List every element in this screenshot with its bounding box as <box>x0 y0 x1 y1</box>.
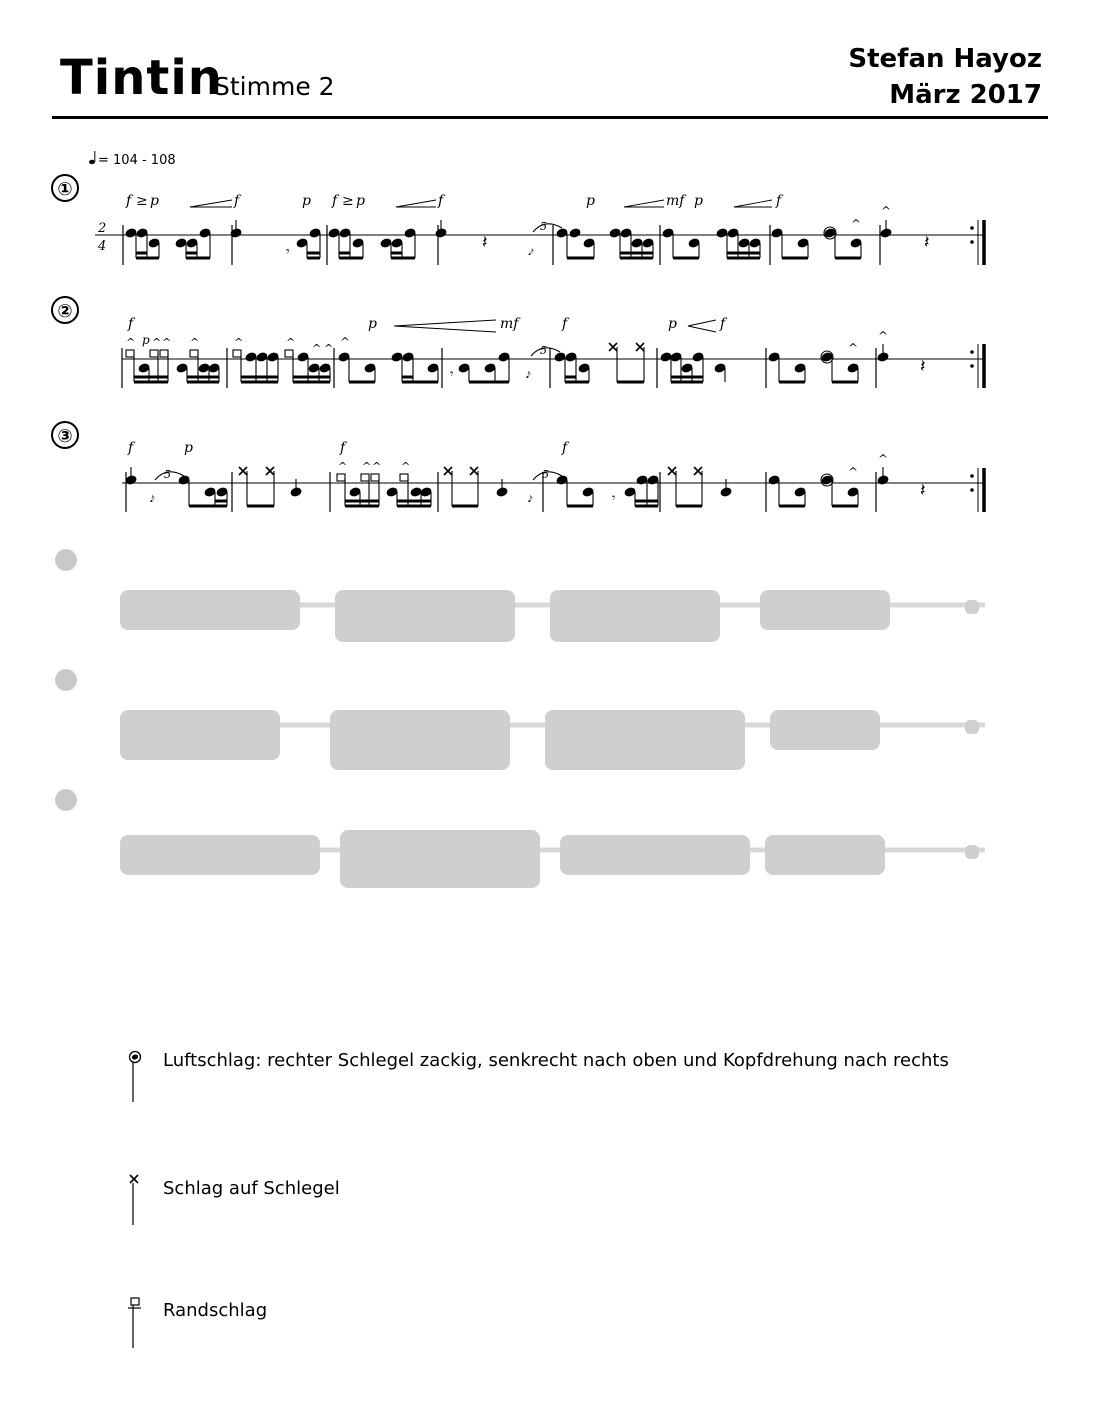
svg-text:≥: ≥ <box>342 193 354 209</box>
svg-text:𝆔: 𝆔 <box>150 490 155 506</box>
svg-text:𝄾: 𝄾 <box>450 367 454 382</box>
legend-text-rim-notehead: Randschlag <box>163 1300 268 1321</box>
svg-text:𝄾: 𝄾 <box>612 491 616 506</box>
system-number-2: ② <box>57 301 73 322</box>
time-sig-top: 2 <box>98 221 107 236</box>
dyn: f <box>720 316 726 332</box>
svg-text:^: ^ <box>851 217 862 231</box>
dyn: p <box>586 193 595 209</box>
svg-text:^: ^ <box>848 465 859 479</box>
svg-text:𝄽: 𝄽 <box>482 232 488 253</box>
svg-text:^: ^ <box>162 336 172 349</box>
svg-text:𝆔: 𝆔 <box>528 243 533 259</box>
dyn: f <box>128 316 134 332</box>
dyn: p <box>356 193 365 209</box>
composition-date: März 2017 <box>889 80 1042 110</box>
dyn: mf <box>500 316 519 332</box>
svg-text:^: ^ <box>340 335 351 349</box>
svg-text:𝄽: 𝄽 <box>920 356 926 377</box>
svg-text:^: ^ <box>878 329 889 343</box>
svg-text:^: ^ <box>190 336 200 349</box>
dyn: p <box>184 440 193 456</box>
dyn: p <box>142 333 150 347</box>
dyn: f <box>562 316 568 332</box>
dyn: f <box>234 193 240 209</box>
system-3 <box>52 422 985 512</box>
composer-name: Stefan Hayoz <box>848 44 1042 74</box>
svg-text:^: ^ <box>126 336 136 349</box>
svg-text:^: ^ <box>881 204 892 218</box>
air-stroke-icon <box>125 1050 145 1106</box>
dyn: f <box>776 193 782 209</box>
svg-text:^: ^ <box>312 342 322 355</box>
svg-text:^: ^ <box>878 452 889 466</box>
svg-text:^: ^ <box>286 336 296 349</box>
dyn: f <box>340 440 346 456</box>
tuplet-5: 5 <box>540 344 547 357</box>
svg-text:^: ^ <box>372 460 382 473</box>
svg-text:^: ^ <box>401 460 411 473</box>
svg-text:^: ^ <box>362 460 372 473</box>
part-subtitle: Stimme 2 <box>214 72 335 101</box>
system-number-3: ③ <box>57 426 73 447</box>
tempo-value: = 104 - 108 <box>98 153 176 168</box>
legend-text-air-stroke: Luftschlag: rechter Schlegel zackig, senkrecht nach oben und Kopfdrehung nach rechts <box>163 1050 949 1071</box>
svg-text:^: ^ <box>152 336 162 349</box>
tuplet-5: 5 <box>164 468 171 481</box>
score-systems <box>0 160 1100 940</box>
dyn: p <box>302 193 311 209</box>
system-1 <box>52 175 985 265</box>
dyn: f <box>438 193 444 209</box>
dyn: f <box>128 440 134 456</box>
blurred-systems <box>55 549 985 888</box>
dyn: p <box>150 193 159 209</box>
svg-text:^: ^ <box>234 336 244 349</box>
svg-text:𝄾: 𝄾 <box>286 244 290 260</box>
system-number-1: ① <box>57 179 73 200</box>
tuplet-5: 5 <box>542 468 549 481</box>
dyn: mf <box>666 193 685 209</box>
dyn: f <box>126 193 132 209</box>
time-sig-bottom: 4 <box>98 239 107 254</box>
dyn: p <box>694 193 703 209</box>
svg-text:^: ^ <box>324 342 334 355</box>
svg-text:𝆔: 𝆔 <box>526 366 531 382</box>
svg-text:𝄽: 𝄽 <box>924 232 930 253</box>
piece-title: Tintin <box>60 50 223 106</box>
dyn: f <box>332 193 338 209</box>
system-2 <box>52 297 985 388</box>
rim-notehead-icon <box>125 1296 145 1352</box>
svg-text:^: ^ <box>338 460 348 473</box>
dyn: f <box>562 440 568 456</box>
svg-text:≥: ≥ <box>136 193 148 209</box>
page-header <box>0 0 1100 130</box>
tuplet-5: 5 <box>540 220 547 233</box>
header-rule <box>52 116 1048 119</box>
svg-text:𝆔: 𝆔 <box>528 490 533 506</box>
dyn: p <box>668 316 677 332</box>
x-notehead-icon <box>125 1172 145 1228</box>
legend-text-x-notehead: Schlag auf Schlegel <box>163 1178 340 1199</box>
dyn: p <box>368 316 377 332</box>
svg-text:𝄽: 𝄽 <box>920 480 926 501</box>
svg-text:^: ^ <box>848 341 859 355</box>
